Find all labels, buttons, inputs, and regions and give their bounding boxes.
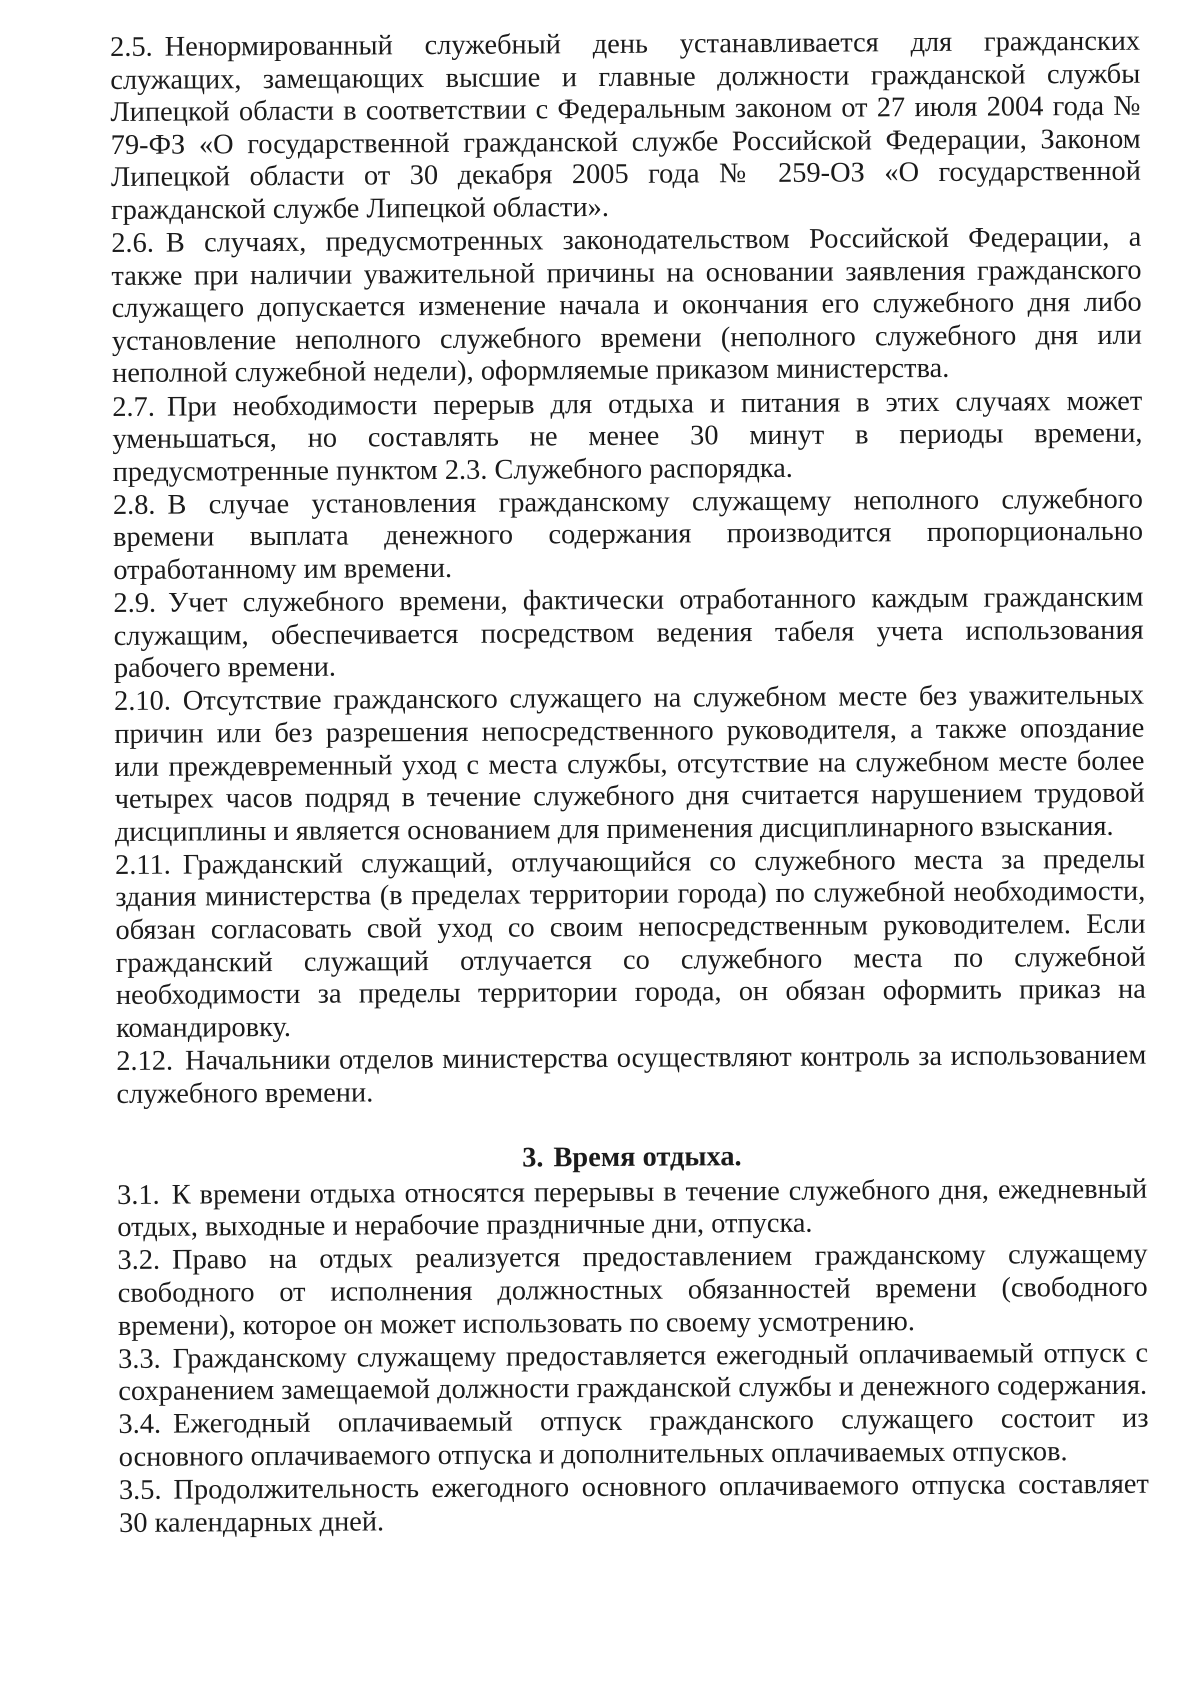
section-title: Время отдыха. bbox=[553, 1141, 742, 1174]
paragraph-number: 2.12. bbox=[116, 1045, 174, 1077]
paragraph-number: 3.2. bbox=[117, 1245, 161, 1277]
paragraph-number: 2.7. bbox=[112, 391, 155, 423]
paragraph-number: 3.3. bbox=[118, 1343, 161, 1375]
paragraph-2-10 bbox=[114, 680, 1145, 849]
paragraph-text: Продолжительность ежегодного основного оплачиваемого отпуска составляет 30 календарных дней. bbox=[119, 1468, 1149, 1539]
paragraph-2-8 bbox=[113, 484, 1144, 588]
paragraph-text: К времени отдыха относятся перерывы в течение служебного дня, ежедневный отдых, выходные и нерабочие праздничные дни, отпуска. bbox=[117, 1173, 1148, 1244]
paragraph-2-12 bbox=[116, 1040, 1146, 1111]
paragraph-text: Ежегодный оплачиваемый отпуск гражданского служащего состоит из основного оплачиваемого отпуска и дополнительных оплачиваемых отпусков. bbox=[118, 1403, 1149, 1473]
paragraph-2-11 bbox=[115, 844, 1146, 1046]
paragraph-number: 2.5. bbox=[110, 31, 153, 63]
paragraph-number: 2.8. bbox=[112, 489, 156, 521]
paragraph-3-3 bbox=[118, 1337, 1148, 1408]
paragraph-text: Гражданскому служащему предоставляется ежегодный оплачиваемый отпуск с сохранением замещаемой должности гражданской службы и денежного содержания. bbox=[118, 1337, 1149, 1408]
paragraph-text: Учет служебного времени, фактически отработанного каждым гражданским служащим, обеспечивается посредством ведения табеля учета использования рабочего времени. bbox=[113, 581, 1144, 685]
paragraph-text: Начальники отделов министерства осуществляют контроль за использованием служебного времени. bbox=[116, 1039, 1147, 1110]
section-heading bbox=[117, 1139, 1147, 1178]
paragraph-2-6 bbox=[111, 222, 1142, 391]
paragraph-number: 3.4. bbox=[118, 1409, 162, 1441]
paragraph-number: 2.11. bbox=[114, 849, 171, 881]
paragraph-number: 2.10. bbox=[113, 686, 171, 718]
paragraph-3-2 bbox=[117, 1239, 1148, 1343]
paragraph-text: При необходимости перерыв для отдыха и питания в этих случаях может уменьшаться, но составлять не менее 30 минут в периоды времени, предусмотренные пунктом 2.3. Служебного распорядка. bbox=[112, 385, 1143, 488]
paragraph-2-5 bbox=[110, 26, 1141, 228]
paragraph-text: Гражданский служащий, отлучающийся со служебного места за пределы здания министерства (в пределах территории города) по служебной необходимости, обязан согласовать свой уход со своим непосредственным руководителем. Если гражданский служащий отлучается со служебного места по служебной необходимости за пределы территории города, он обязан оформить приказ на командировку. bbox=[115, 843, 1146, 1044]
paragraph-text: В случаях, предусмотренных законодательством Российской Федерации, а также при наличии уважительной причины на основании заявления гражданского служащего допускается изменение начала и окончания его служебного дня либо установление неполного служебного времени (неполного служебного дня или неполной служебной недели), оформляемые приказом министерства. bbox=[111, 221, 1142, 390]
paragraph-text: В случае установления гражданскому служащему неполного служебного времени выплата денежного содержания производится пропорционально отработанному им времени. bbox=[112, 483, 1144, 586]
paragraph-number: 3.5. bbox=[118, 1474, 162, 1507]
paragraph-number: 3.1. bbox=[117, 1179, 160, 1211]
document-page bbox=[110, 26, 1149, 1541]
paragraph-2-7 bbox=[112, 385, 1143, 489]
paragraph-2-9 bbox=[113, 582, 1144, 686]
paragraph-text: Право на отдых реализуется предоставлением гражданскому служащему свободного от исполнения должностных обязанностей времени (свободного времени), которое он может использовать по своему усмотрению. bbox=[117, 1239, 1148, 1342]
paragraph-number: 2.6. bbox=[111, 227, 154, 260]
paragraph-3-1 bbox=[117, 1173, 1147, 1244]
paragraph-number: 2.9. bbox=[113, 587, 157, 620]
section-number: 3. bbox=[522, 1142, 544, 1174]
paragraph-text: Отсутствие гражданского служащего на служебном месте без уважительных причин или без разрешения непосредственного руководителя, а также опоздание или преждевременный уход с места службы, отсутствие на служебном месте более четырех часов подряд в течение служебного дня считается нарушением трудовой дисциплины и является основанием для применения дисциплинарного взыскания. bbox=[114, 680, 1145, 848]
paragraph-text: Ненормированный служебный день устанавливается для гражданских служащих, замещающих высшие и главные должности гражданской службы Липецкой области в соответствии с Федеральным законом от 27 июля 2004 года № 79-ФЗ «О государственной гражданской службе Российской Федерации, Законом Липецкой области от 30 декабря 2005 года № 259-ОЗ «О государственной гражданской службе Липецкой области». bbox=[110, 25, 1141, 226]
paragraph-3-5 bbox=[119, 1469, 1149, 1540]
paragraph-3-4 bbox=[118, 1403, 1148, 1474]
